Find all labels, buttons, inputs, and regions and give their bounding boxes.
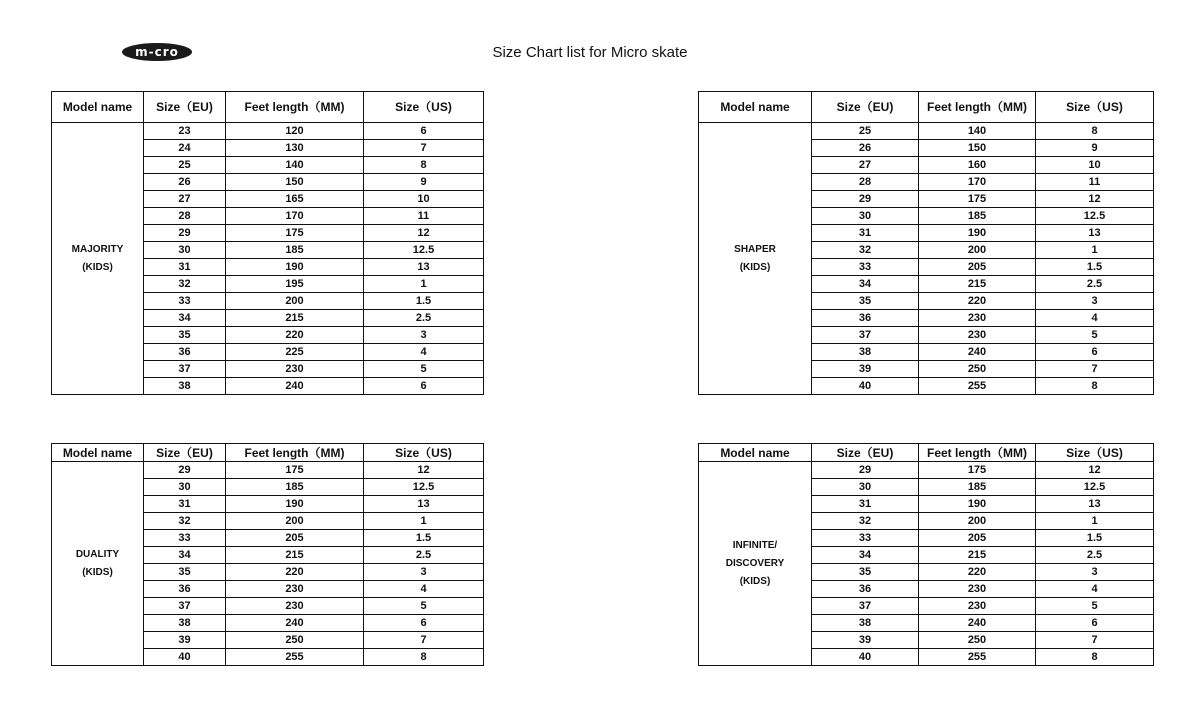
feet-length-cell: 150 bbox=[919, 140, 1036, 157]
size-us-cell: 6 bbox=[364, 615, 484, 632]
feet-length-cell: 250 bbox=[226, 632, 364, 649]
header-model-name: Model name bbox=[52, 444, 144, 462]
size-eu-cell: 35 bbox=[144, 564, 226, 581]
size-eu-cell: 31 bbox=[144, 496, 226, 513]
size-eu-cell: 37 bbox=[144, 598, 226, 615]
feet-length-cell: 230 bbox=[919, 310, 1036, 327]
size-us-cell: 3 bbox=[1036, 564, 1154, 581]
feet-length-cell: 185 bbox=[919, 208, 1036, 225]
size-us-cell: 12.5 bbox=[1036, 208, 1154, 225]
size-eu-cell: 28 bbox=[144, 208, 226, 225]
size-eu-cell: 39 bbox=[144, 632, 226, 649]
feet-length-cell: 220 bbox=[919, 293, 1036, 310]
size-eu-cell: 25 bbox=[812, 123, 919, 140]
feet-length-cell: 190 bbox=[226, 259, 364, 276]
feet-length-cell: 130 bbox=[226, 140, 364, 157]
model-name-cell bbox=[699, 462, 812, 666]
size-eu-cell: 39 bbox=[812, 632, 919, 649]
feet-length-cell: 215 bbox=[226, 547, 364, 564]
size-us-cell: 8 bbox=[1036, 378, 1154, 395]
size-us-cell: 7 bbox=[364, 140, 484, 157]
feet-length-cell: 205 bbox=[919, 530, 1036, 547]
size-eu-cell: 37 bbox=[812, 327, 919, 344]
size-eu-cell: 34 bbox=[144, 310, 226, 327]
feet-length-cell: 230 bbox=[919, 327, 1036, 344]
feet-length-cell: 230 bbox=[226, 581, 364, 598]
model-name-line: (KIDS) bbox=[739, 261, 771, 273]
size-eu-cell: 29 bbox=[144, 225, 226, 242]
header-row bbox=[52, 444, 484, 462]
model-name-line: (KIDS) bbox=[82, 261, 113, 273]
size-us-cell: 12.5 bbox=[1036, 479, 1154, 496]
feet-length-cell: 230 bbox=[226, 598, 364, 615]
size-us-cell: 13 bbox=[1036, 225, 1154, 242]
size-eu-cell: 32 bbox=[812, 513, 919, 530]
header-feet-length: Feet length（MM) bbox=[919, 444, 1036, 462]
feet-length-cell: 220 bbox=[226, 564, 364, 581]
size-us-cell: 4 bbox=[1036, 581, 1154, 598]
feet-length-cell: 250 bbox=[919, 632, 1036, 649]
size-us-cell: 12.5 bbox=[364, 479, 484, 496]
table-row bbox=[699, 462, 1154, 479]
size-eu-cell: 27 bbox=[144, 191, 226, 208]
size-us-cell: 5 bbox=[364, 361, 484, 378]
feet-length-cell: 200 bbox=[226, 513, 364, 530]
header-model-name: Model name bbox=[52, 92, 144, 123]
size-eu-cell: 36 bbox=[812, 581, 919, 598]
size-us-cell: 12 bbox=[1036, 462, 1154, 479]
feet-length-cell: 255 bbox=[919, 378, 1036, 395]
feet-length-cell: 230 bbox=[226, 361, 364, 378]
size-us-cell: 7 bbox=[1036, 361, 1154, 378]
size-eu-cell: 33 bbox=[144, 530, 226, 547]
feet-length-cell: 175 bbox=[226, 225, 364, 242]
model-name-cell bbox=[699, 123, 812, 395]
size-us-cell: 1.5 bbox=[364, 530, 484, 547]
model-name-line: DUALITY bbox=[75, 548, 120, 560]
feet-length-cell: 175 bbox=[226, 462, 364, 479]
size-us-cell: 6 bbox=[1036, 615, 1154, 632]
size-us-cell: 13 bbox=[1036, 496, 1154, 513]
size-eu-cell: 36 bbox=[144, 344, 226, 361]
size-eu-cell: 36 bbox=[144, 581, 226, 598]
header-size-us: Size（US) bbox=[1036, 92, 1154, 123]
size-us-cell: 3 bbox=[364, 327, 484, 344]
size-table-infinite-discovery bbox=[698, 443, 1154, 666]
feet-length-cell: 240 bbox=[226, 378, 364, 395]
feet-length-cell: 190 bbox=[226, 496, 364, 513]
size-us-cell: 1.5 bbox=[1036, 259, 1154, 276]
size-eu-cell: 25 bbox=[144, 157, 226, 174]
feet-length-cell: 220 bbox=[226, 327, 364, 344]
header-model-name: Model name bbox=[699, 444, 812, 462]
size-eu-cell: 40 bbox=[144, 649, 226, 666]
size-eu-cell: 30 bbox=[812, 208, 919, 225]
size-us-cell: 2.5 bbox=[1036, 276, 1154, 293]
size-us-cell: 8 bbox=[364, 157, 484, 174]
size-us-cell: 2.5 bbox=[1036, 547, 1154, 564]
size-eu-cell: 29 bbox=[144, 462, 226, 479]
size-eu-cell: 33 bbox=[812, 259, 919, 276]
header-row bbox=[699, 92, 1154, 123]
feet-length-cell: 185 bbox=[226, 479, 364, 496]
size-eu-cell: 30 bbox=[144, 242, 226, 259]
model-name-line: MAJORITY bbox=[71, 243, 124, 255]
size-eu-cell: 27 bbox=[812, 157, 919, 174]
feet-length-cell: 195 bbox=[226, 276, 364, 293]
feet-length-cell: 185 bbox=[226, 242, 364, 259]
size-us-cell: 3 bbox=[1036, 293, 1154, 310]
feet-length-cell: 215 bbox=[919, 276, 1036, 293]
size-us-cell: 2.5 bbox=[364, 310, 484, 327]
header-feet-length: Feet length（MM) bbox=[226, 92, 364, 123]
size-us-cell: 5 bbox=[1036, 598, 1154, 615]
size-us-cell: 5 bbox=[1036, 327, 1154, 344]
size-eu-cell: 30 bbox=[144, 479, 226, 496]
header-size-us: Size（US) bbox=[1036, 444, 1154, 462]
size-us-cell: 9 bbox=[364, 174, 484, 191]
size-us-cell: 12 bbox=[1036, 191, 1154, 208]
feet-length-cell: 205 bbox=[919, 259, 1036, 276]
size-us-cell: 1.5 bbox=[1036, 530, 1154, 547]
header-row bbox=[52, 92, 484, 123]
size-us-cell: 4 bbox=[364, 581, 484, 598]
size-us-cell: 6 bbox=[364, 378, 484, 395]
size-us-cell: 8 bbox=[364, 649, 484, 666]
micro-logo: m-cro bbox=[122, 43, 192, 61]
feet-length-cell: 165 bbox=[226, 191, 364, 208]
size-us-cell: 7 bbox=[1036, 632, 1154, 649]
size-us-cell: 10 bbox=[364, 191, 484, 208]
table-row bbox=[699, 123, 1154, 140]
size-us-cell: 11 bbox=[1036, 174, 1154, 191]
feet-length-cell: 140 bbox=[919, 123, 1036, 140]
header-row bbox=[699, 444, 1154, 462]
size-eu-cell: 39 bbox=[812, 361, 919, 378]
size-eu-cell: 35 bbox=[812, 293, 919, 310]
size-eu-cell: 36 bbox=[812, 310, 919, 327]
size-eu-cell: 35 bbox=[812, 564, 919, 581]
size-eu-cell: 29 bbox=[812, 462, 919, 479]
size-eu-cell: 26 bbox=[144, 174, 226, 191]
size-us-cell: 11 bbox=[364, 208, 484, 225]
size-eu-cell: 40 bbox=[812, 378, 919, 395]
feet-length-cell: 215 bbox=[919, 547, 1036, 564]
size-us-cell: 1 bbox=[364, 276, 484, 293]
feet-length-cell: 120 bbox=[226, 123, 364, 140]
feet-length-cell: 250 bbox=[919, 361, 1036, 378]
size-table-duality bbox=[51, 443, 484, 666]
header-size-eu: Size（EU) bbox=[812, 444, 919, 462]
feet-length-cell: 240 bbox=[226, 615, 364, 632]
size-us-cell: 13 bbox=[364, 496, 484, 513]
size-us-cell: 13 bbox=[364, 259, 484, 276]
header-feet-length: Feet length（MM) bbox=[919, 92, 1036, 123]
size-us-cell: 1 bbox=[364, 513, 484, 530]
feet-length-cell: 160 bbox=[919, 157, 1036, 174]
size-us-cell: 10 bbox=[1036, 157, 1154, 174]
size-eu-cell: 38 bbox=[812, 615, 919, 632]
feet-length-cell: 230 bbox=[919, 581, 1036, 598]
size-us-cell: 8 bbox=[1036, 649, 1154, 666]
size-us-cell: 6 bbox=[1036, 344, 1154, 361]
size-eu-cell: 31 bbox=[812, 225, 919, 242]
feet-length-cell: 230 bbox=[919, 598, 1036, 615]
size-us-cell: 5 bbox=[364, 598, 484, 615]
header-size-eu: Size（EU) bbox=[144, 444, 226, 462]
feet-length-cell: 255 bbox=[919, 649, 1036, 666]
size-eu-cell: 28 bbox=[812, 174, 919, 191]
feet-length-cell: 185 bbox=[919, 479, 1036, 496]
size-eu-cell: 31 bbox=[812, 496, 919, 513]
size-us-cell: 4 bbox=[1036, 310, 1154, 327]
size-us-cell: 12 bbox=[364, 462, 484, 479]
size-eu-cell: 24 bbox=[144, 140, 226, 157]
feet-length-cell: 170 bbox=[226, 208, 364, 225]
size-eu-cell: 23 bbox=[144, 123, 226, 140]
feet-length-cell: 255 bbox=[226, 649, 364, 666]
size-us-cell: 4 bbox=[364, 344, 484, 361]
feet-length-cell: 200 bbox=[226, 293, 364, 310]
header-size-us: Size（US) bbox=[364, 92, 484, 123]
size-us-cell: 12.5 bbox=[364, 242, 484, 259]
size-eu-cell: 33 bbox=[812, 530, 919, 547]
feet-length-cell: 200 bbox=[919, 513, 1036, 530]
size-us-cell: 12 bbox=[364, 225, 484, 242]
size-eu-cell: 38 bbox=[144, 378, 226, 395]
size-eu-cell: 38 bbox=[812, 344, 919, 361]
size-us-cell: 1 bbox=[1036, 242, 1154, 259]
size-eu-cell: 37 bbox=[812, 598, 919, 615]
size-eu-cell: 38 bbox=[144, 615, 226, 632]
feet-length-cell: 200 bbox=[919, 242, 1036, 259]
feet-length-cell: 190 bbox=[919, 225, 1036, 242]
model-name-line: (KIDS) bbox=[739, 575, 771, 587]
size-eu-cell: 26 bbox=[812, 140, 919, 157]
size-us-cell: 8 bbox=[1036, 123, 1154, 140]
feet-length-cell: 175 bbox=[919, 462, 1036, 479]
table-row bbox=[52, 123, 484, 140]
size-us-cell: 6 bbox=[364, 123, 484, 140]
model-name-line: SHAPER bbox=[734, 243, 776, 255]
size-eu-cell: 30 bbox=[812, 479, 919, 496]
header-size-us: Size（US) bbox=[364, 444, 484, 462]
size-eu-cell: 32 bbox=[144, 276, 226, 293]
size-table-shaper bbox=[698, 91, 1154, 395]
size-eu-cell: 32 bbox=[812, 242, 919, 259]
feet-length-cell: 220 bbox=[919, 564, 1036, 581]
size-eu-cell: 34 bbox=[144, 547, 226, 564]
table-row bbox=[52, 462, 484, 479]
feet-length-cell: 175 bbox=[919, 191, 1036, 208]
header-model-name: Model name bbox=[699, 92, 812, 123]
size-us-cell: 3 bbox=[364, 564, 484, 581]
feet-length-cell: 170 bbox=[919, 174, 1036, 191]
page-title: Size Chart list for Micro skate bbox=[492, 44, 688, 61]
size-us-cell: 1 bbox=[1036, 513, 1154, 530]
feet-length-cell: 240 bbox=[919, 344, 1036, 361]
feet-length-cell: 190 bbox=[919, 496, 1036, 513]
feet-length-cell: 240 bbox=[919, 615, 1036, 632]
size-eu-cell: 34 bbox=[812, 547, 919, 564]
size-us-cell: 2.5 bbox=[364, 547, 484, 564]
size-us-cell: 1.5 bbox=[364, 293, 484, 310]
feet-length-cell: 215 bbox=[226, 310, 364, 327]
feet-length-cell: 225 bbox=[226, 344, 364, 361]
feet-length-cell: 150 bbox=[226, 174, 364, 191]
size-eu-cell: 33 bbox=[144, 293, 226, 310]
size-table-majority bbox=[51, 91, 484, 395]
model-name-cell bbox=[52, 123, 144, 395]
model-name-line: DISCOVERY bbox=[725, 557, 785, 569]
size-eu-cell: 40 bbox=[812, 649, 919, 666]
feet-length-cell: 140 bbox=[226, 157, 364, 174]
size-us-cell: 9 bbox=[1036, 140, 1154, 157]
model-name-line: INFINITE/ bbox=[732, 539, 778, 551]
size-eu-cell: 37 bbox=[144, 361, 226, 378]
header-size-eu: Size（EU) bbox=[144, 92, 226, 123]
size-eu-cell: 35 bbox=[144, 327, 226, 344]
header-feet-length: Feet length（MM) bbox=[226, 444, 364, 462]
size-eu-cell: 32 bbox=[144, 513, 226, 530]
model-name-line: (KIDS) bbox=[82, 566, 113, 578]
model-name-cell bbox=[52, 462, 144, 666]
size-us-cell: 7 bbox=[364, 632, 484, 649]
header-size-eu: Size（EU) bbox=[812, 92, 919, 123]
size-eu-cell: 31 bbox=[144, 259, 226, 276]
size-eu-cell: 34 bbox=[812, 276, 919, 293]
feet-length-cell: 205 bbox=[226, 530, 364, 547]
size-eu-cell: 29 bbox=[812, 191, 919, 208]
